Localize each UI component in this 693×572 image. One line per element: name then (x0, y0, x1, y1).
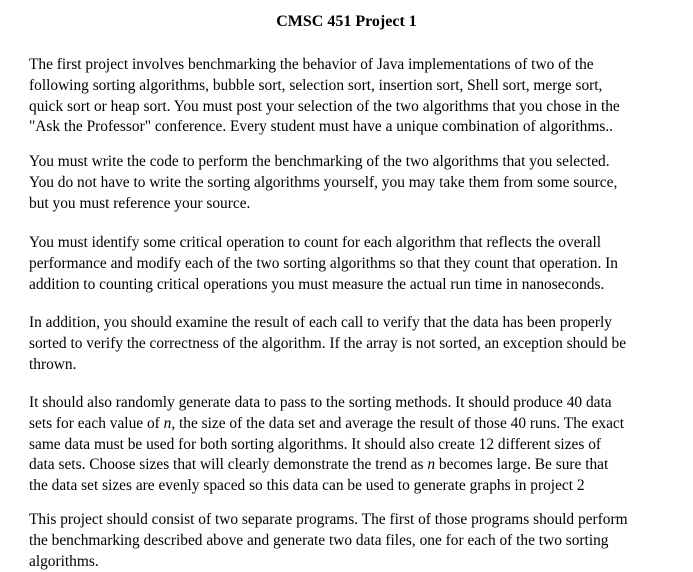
text-segment: same data must be used for both sorting algorithms. It should also create 12 different sizes of (29, 435, 602, 453)
text-segment: becomes large. Be sure that (435, 456, 609, 474)
text-line (29, 414, 689, 435)
paragraph-algorithm-selection (29, 55, 689, 138)
text-line: thrown. (29, 355, 77, 373)
text-line (29, 476, 689, 497)
text-line: This project should consist of two separate programs. The first of those programs should perform (29, 511, 628, 528)
text-line (29, 455, 689, 476)
paragraph-verify-sorted (29, 313, 689, 375)
text-line: quick sort or heap sort. You must post your selection of the two algorithms that you chose in the (29, 97, 620, 115)
text-line: In addition, you should examine the result of each call to verify that the data has been properly (29, 314, 612, 331)
text-line: sorted to verify the correctness of the algorithm. If the array is not sorted, an exception should be (29, 334, 627, 352)
text-line: but you must reference your source. (29, 194, 251, 212)
document-title: CMSC 451 Project 1 (276, 13, 417, 30)
text-line (29, 435, 689, 456)
text-segment: It should also randomly generate data to pass to the sorting methods. It should produce 40 data (29, 394, 612, 411)
text-line: addition to counting critical operations you must measure the actual run time in nanoseconds. (29, 275, 605, 293)
text-line: following sorting algorithms, bubble sort, selection sort, insertion sort, Shell sort, merge sort, (29, 76, 603, 94)
text-line: You must write the code to perform the benchmarking of the two algorithms that you selected. (29, 153, 610, 170)
text-line: You do not have to write the sorting algorithms yourself, you may take them from some source, (29, 173, 618, 191)
text-line: performance and modify each of the two sorting algorithms so that they count that operation. In (29, 254, 618, 272)
text-segment: , the size of the data set and average the result of those 40 runs. The exact (171, 414, 625, 432)
paragraph-generate-data (29, 393, 689, 497)
text-line: The first project involves benchmarking the behavior of Java implementations of two of the (29, 56, 594, 73)
paragraph-two-programs (29, 510, 689, 572)
text-line: algorithms. (29, 552, 99, 570)
text-line: the benchmarking described above and generate two data files, one for each of the two sorting (29, 531, 609, 549)
paragraph-write-code (29, 152, 689, 214)
text-emphasis: n (163, 414, 172, 432)
text-segment: data sets. Choose sizes that will clearly demonstrate the trend as (29, 456, 428, 474)
text-line (29, 393, 689, 414)
text-line: "Ask the Professor" conference. Every student must have a unique combination of algorithms.. (29, 118, 614, 136)
paragraph-critical-operation (29, 233, 689, 295)
text-segment: sets for each value of (29, 414, 164, 432)
text-segment: the data set sizes are evenly spaced so this data can be used to generate graphs in project 2 (29, 477, 585, 495)
text-emphasis: n (427, 456, 436, 474)
text-line: You must identify some critical operation to count for each algorithm that reflects the overall (29, 234, 602, 251)
